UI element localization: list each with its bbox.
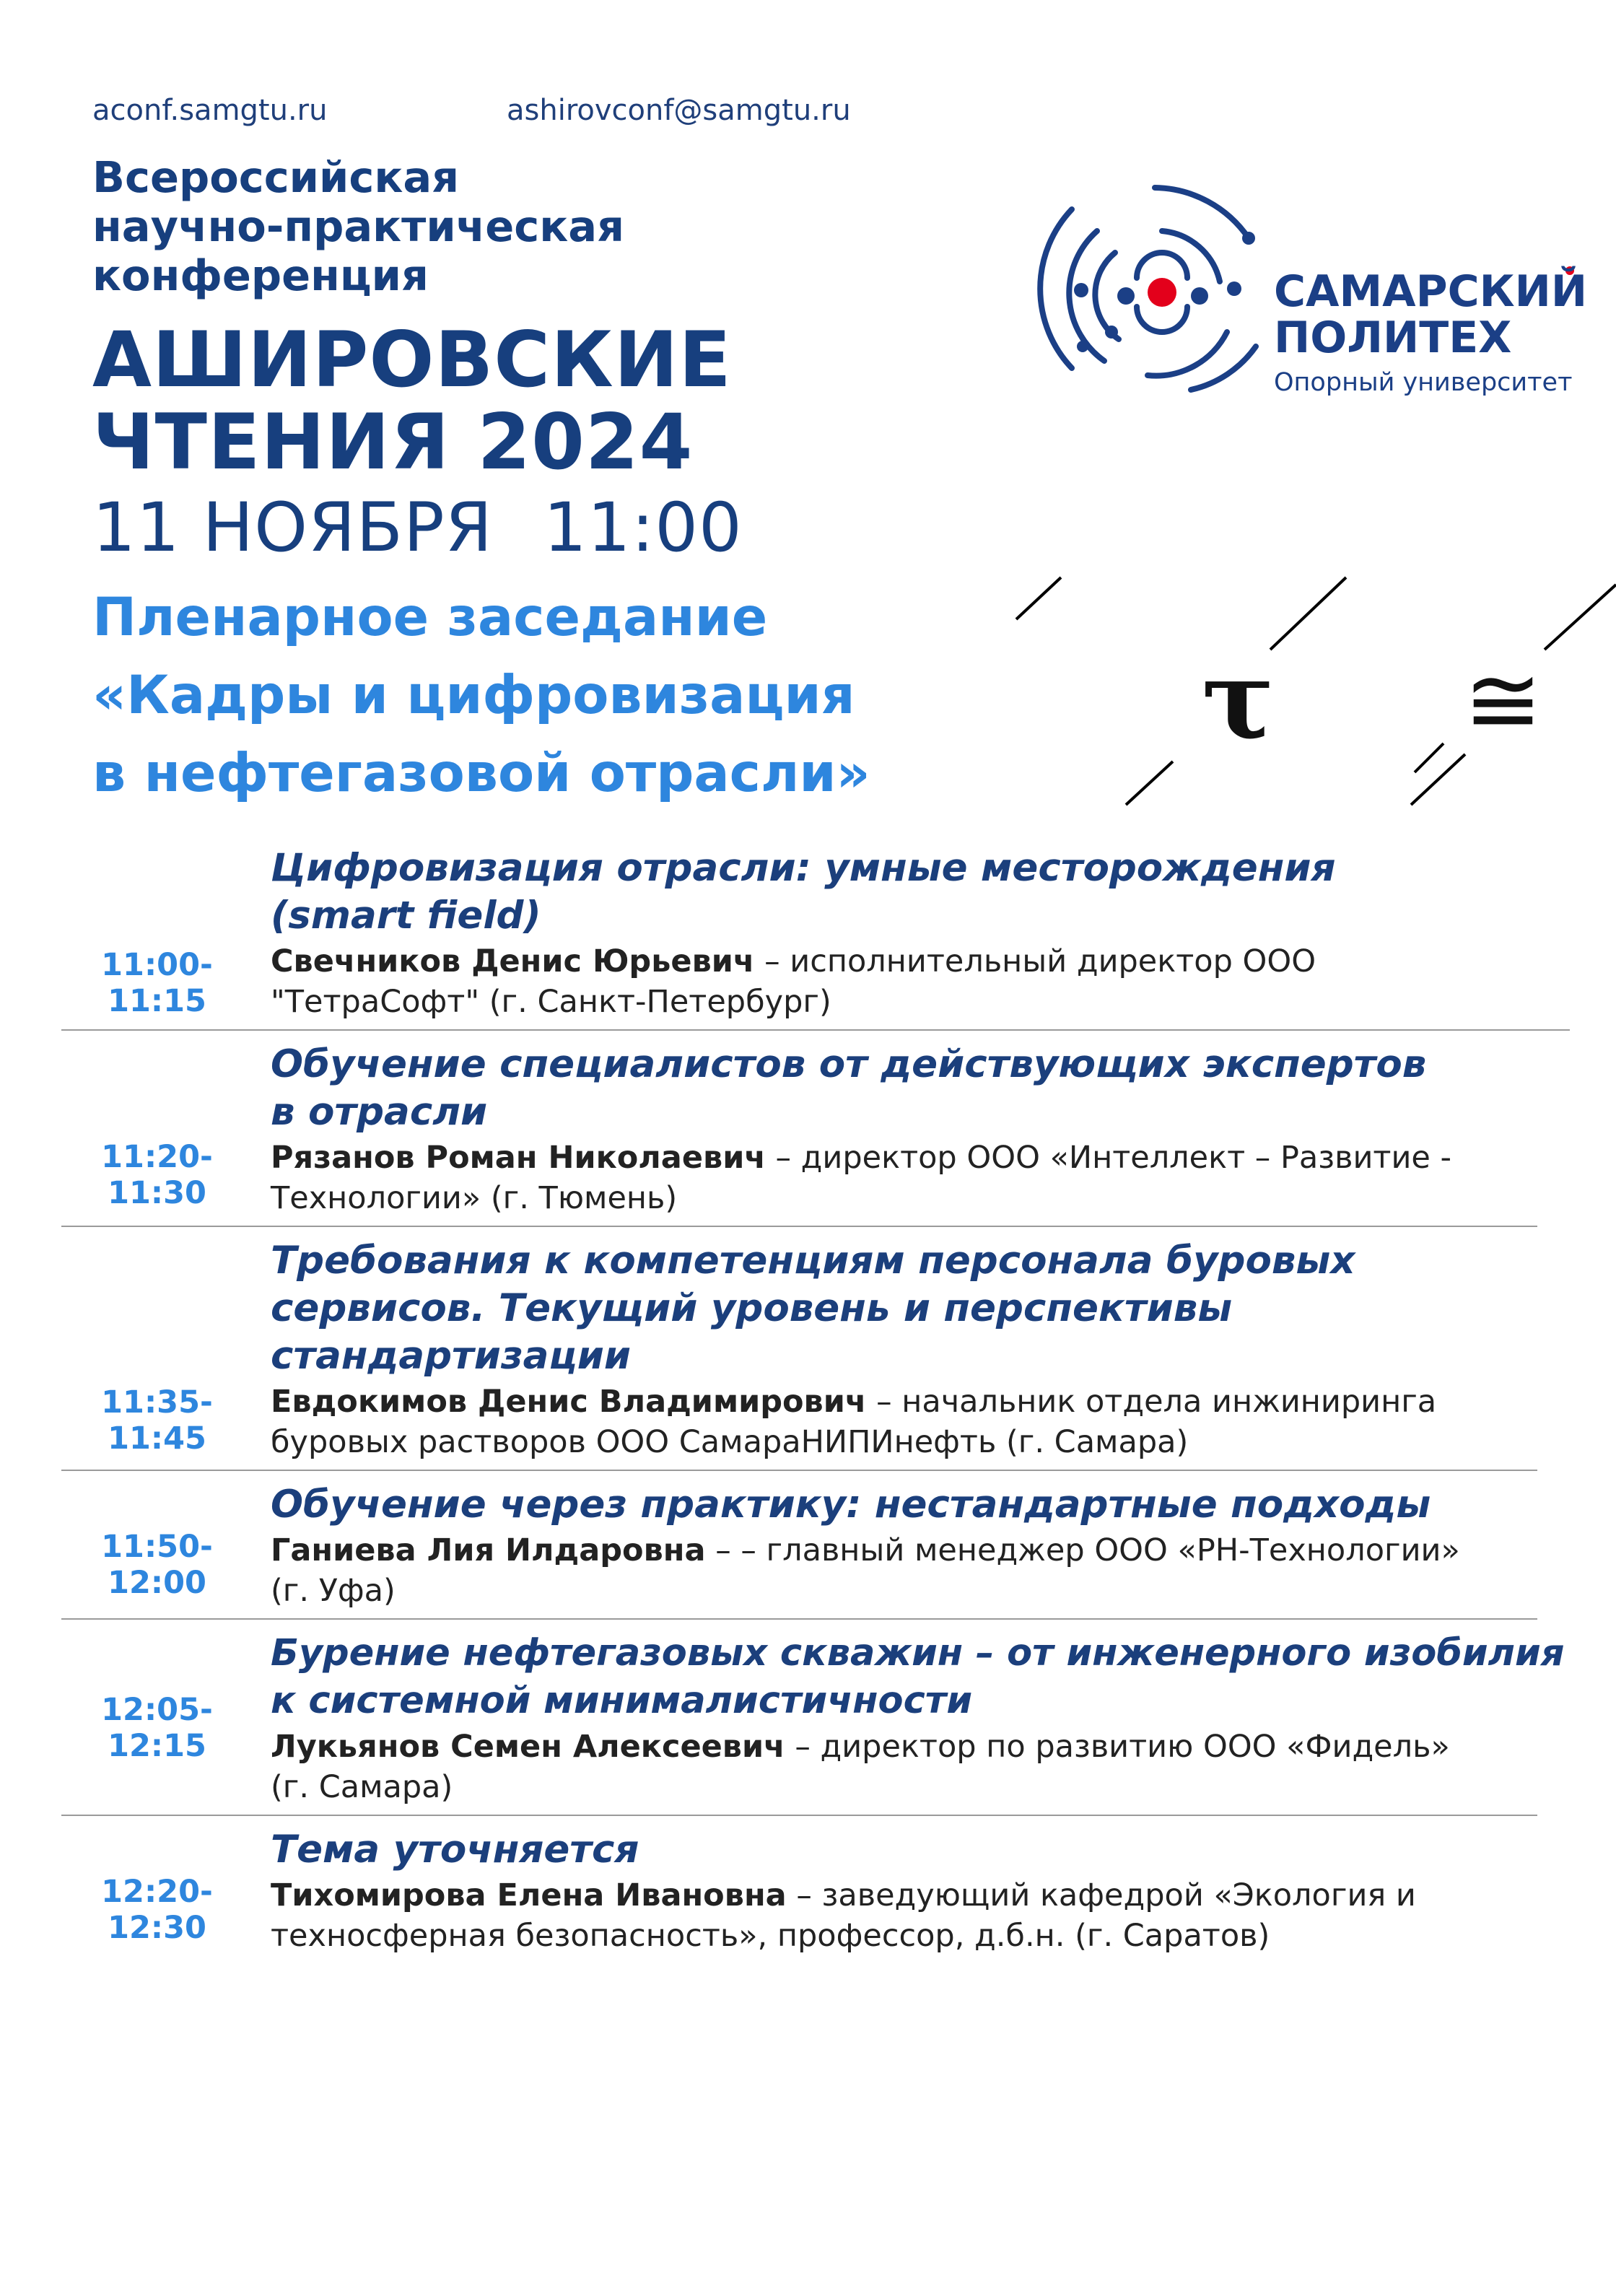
item-content <box>271 1481 1615 1611</box>
speaker-info <box>271 1875 1615 1956</box>
speaker-info <box>271 1381 1615 1462</box>
talk-topic: Тема уточняется <box>271 1828 639 1872</box>
item-content <box>271 1041 1615 1218</box>
approx-symbol: ≅ <box>1464 645 1542 755</box>
schedule-list <box>0 839 1616 1963</box>
time-slot: 11:20-11:30 <box>101 1139 213 1211</box>
talk-topic: Обучение через практику: нестандартные подходы <box>271 1483 1431 1527</box>
talk-topic: Обучение специалистов от действующих экспертов в отрасли <box>271 1042 1427 1134</box>
speaker-role: – директор ООО «Интеллект – Развитие - Технологии» (г. Тюмень) <box>271 1140 1452 1216</box>
schedule-item <box>0 1227 1616 1470</box>
website-link[interactable]: aconf.samgtu.ru <box>92 94 328 127</box>
date-time <box>92 489 793 567</box>
item-content <box>271 1237 1615 1462</box>
schedule-item <box>0 1031 1616 1226</box>
talk-topic: Цифровизация отрасли: умные месторождения (smart field) <box>271 846 1336 938</box>
speaker-info <box>271 941 1615 1022</box>
schedule-item <box>0 1620 1616 1815</box>
item-content <box>271 1630 1615 1807</box>
time-slot: 11:50-12:00 <box>101 1529 213 1601</box>
schedule-item <box>0 1471 1616 1618</box>
time-slot: 11:35-11:45 <box>101 1384 213 1457</box>
speaker-info <box>271 1530 1615 1611</box>
speaker-role: – – главный менеджер ООО «РН-Технологии» (г. Уфа) <box>271 1532 1460 1609</box>
speaker-role: – начальник отдела инжиниринга буровых растворов ООО СамараНИПИнефть (г. Самара) <box>271 1384 1437 1460</box>
item-content <box>271 1826 1615 1956</box>
university-name: САМАРСКИЙ ПОЛИТЕХ <box>1274 266 1588 363</box>
conference-subtitle: Всероссийская научно-практическая конференция <box>92 152 624 300</box>
time-slot: 12:20-12:30 <box>101 1874 213 1946</box>
speaker-name: Тихомирова Елена Ивановна <box>271 1877 787 1913</box>
event-date: 11 НОЯБРЯ <box>92 489 493 567</box>
speaker-name: Евдокимов Денис Владимирович <box>271 1384 867 1420</box>
speaker-name: Рязанов Роман Николаевич <box>271 1140 766 1176</box>
email-link[interactable]: ashirovconf@samgtu.ru <box>507 94 851 127</box>
item-content <box>271 844 1615 1022</box>
talk-topic: Бурение нефтегазовых скважин – от инженерного изобилия к системной минималистичности <box>271 1632 1565 1722</box>
time-slot: 12:05-12:15 <box>101 1692 213 1764</box>
university-tagline: Опорный университет <box>1274 368 1573 397</box>
speaker-role: – исполнительный директор ООО "ТетраСофт" (г. Санкт-Петербург) <box>271 943 1316 1020</box>
time-slot: 11:00-11:15 <box>101 947 213 1019</box>
speaker-name: Лукьянов Семен Алексеевич <box>271 1729 785 1765</box>
speaker-name: Свечников Денис Юрьевич <box>271 943 755 979</box>
tau-symbol: τ <box>1202 637 1275 764</box>
conference-title: АШИРОВСКИЕ ЧТЕНИЯ 2024 <box>92 315 732 486</box>
schedule-item <box>0 839 1616 1029</box>
speaker-role: – директор по развитию ООО «Фидель» (г. Самара) <box>271 1729 1450 1805</box>
schedule-item <box>0 1816 1616 1963</box>
speaker-info <box>271 1138 1615 1218</box>
session-title: Пленарное заседание «Кадры и цифровизация в нефтегазовой отрасли» <box>92 587 870 804</box>
speaker-name: Ганиева Лия Илдаровна <box>271 1532 706 1568</box>
event-time: 11:00 <box>543 489 743 567</box>
speaker-info <box>271 1727 1615 1807</box>
speaker-role: – заведующий кафедрой «Экология и техносферная безопасность», профессор, д.б.н. (г. Саратов) <box>271 1877 1416 1954</box>
talk-topic: Требования к компетенциям персонала буровых сервисов. Текущий уровень и перспективы стандартизации <box>271 1239 1355 1378</box>
